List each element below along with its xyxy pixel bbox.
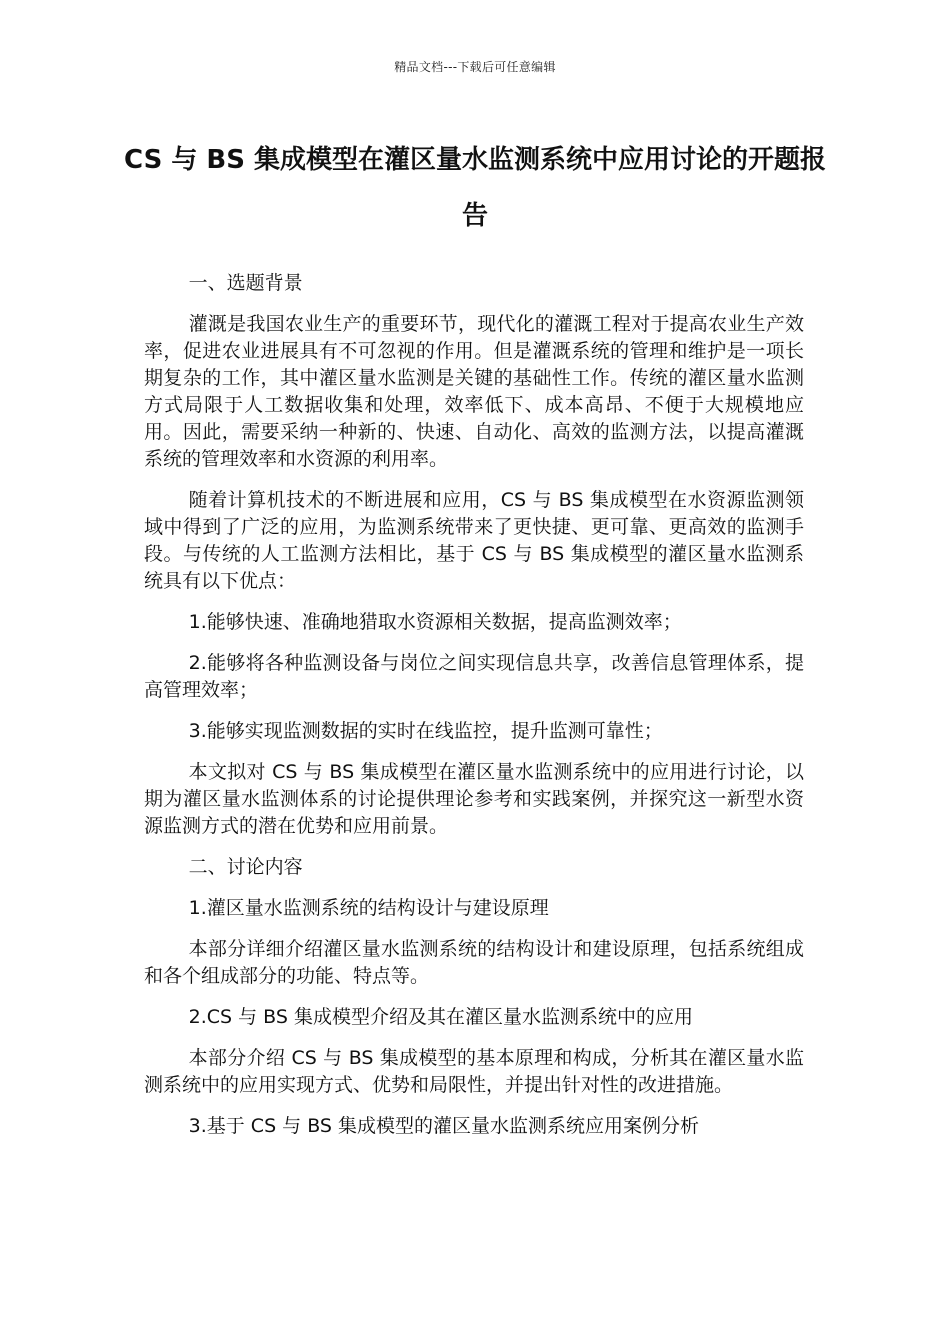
paragraph: 本部分详细介绍灌区量水监测系统的结构设计和建设原理，包括系统组成和各个组成部分的功能、特点等。: [144, 938, 804, 987]
paragraph: 灌溉是我国农业生产的重要环节，现代化的灌溉工程对于提高农业生产效率，促进农业进展具有不可忽视的作用。但是灌溉系统的管理和维护是一项长期复杂的工作，其中灌区量水监测是关键的基础性工作。传统的灌区量水监测方式局限于人工数据收集和处理，效率低下、成本高昂、不便于大规模地应用。因此，需要采纳一种新的、快速、自动化、高效的监测方法，以提高灌溉系统的管理效率和水资源的利用率。: [144, 313, 804, 470]
subsection-heading: 2.CS 与 BS 集成模型介绍及其在灌区量水监测系统中的应用: [188, 1006, 693, 1028]
subsection-heading: 1.灌区量水监测系统的结构设计与建设原理: [188, 897, 549, 919]
list-item: 2.能够将各种监测设备与岗位之间实现信息共享，改善信息管理体系，提高管理效率；: [144, 652, 804, 701]
subsection-heading: 3.基于 CS 与 BS 集成模型的灌区量水监测系统应用案例分析: [188, 1115, 700, 1137]
paragraph: 本部分介绍 CS 与 BS 集成模型的基本原理和构成，分析其在灌区量水监测系统中的应用实现方式、优势和局限性，并提出针对性的改进措施。: [144, 1047, 804, 1096]
paragraph: 本文拟对 CS 与 BS 集成模型在灌区量水监测系统中的应用进行讨论，以期为灌区量水监测体系的讨论提供理论参考和实践案例，并探究这一新型水资源监测方式的潜在优势和应用前景。: [144, 761, 804, 837]
document-title: CS 与 BS 集成模型在灌区量水监测系统中应用讨论的开题报告: [124, 145, 826, 231]
document-body: [144, 270, 804, 1154]
section-heading: 二、讨论内容: [188, 856, 303, 878]
paragraph: 随着计算机技术的不断进展和应用，CS 与 BS 集成模型在水资源监测领域中得到了广泛的应用，为监测系统带来了更快捷、更可靠、更高效的监测手段。与传统的人工监测方法相比，基于 CS 与 BS 集成模型的灌区量水监测系统具有以下优点：: [144, 489, 804, 592]
list-item: 1.能够快速、准确地猎取水资源相关数据，提高监测效率；: [188, 611, 682, 633]
section-heading: 一、选题背景: [188, 272, 303, 294]
list-item: 3.能够实现监测数据的实时在线监控，提升监测可靠性；: [188, 720, 663, 742]
header-note: 精品文档---下载后可任意编辑: [394, 60, 556, 74]
